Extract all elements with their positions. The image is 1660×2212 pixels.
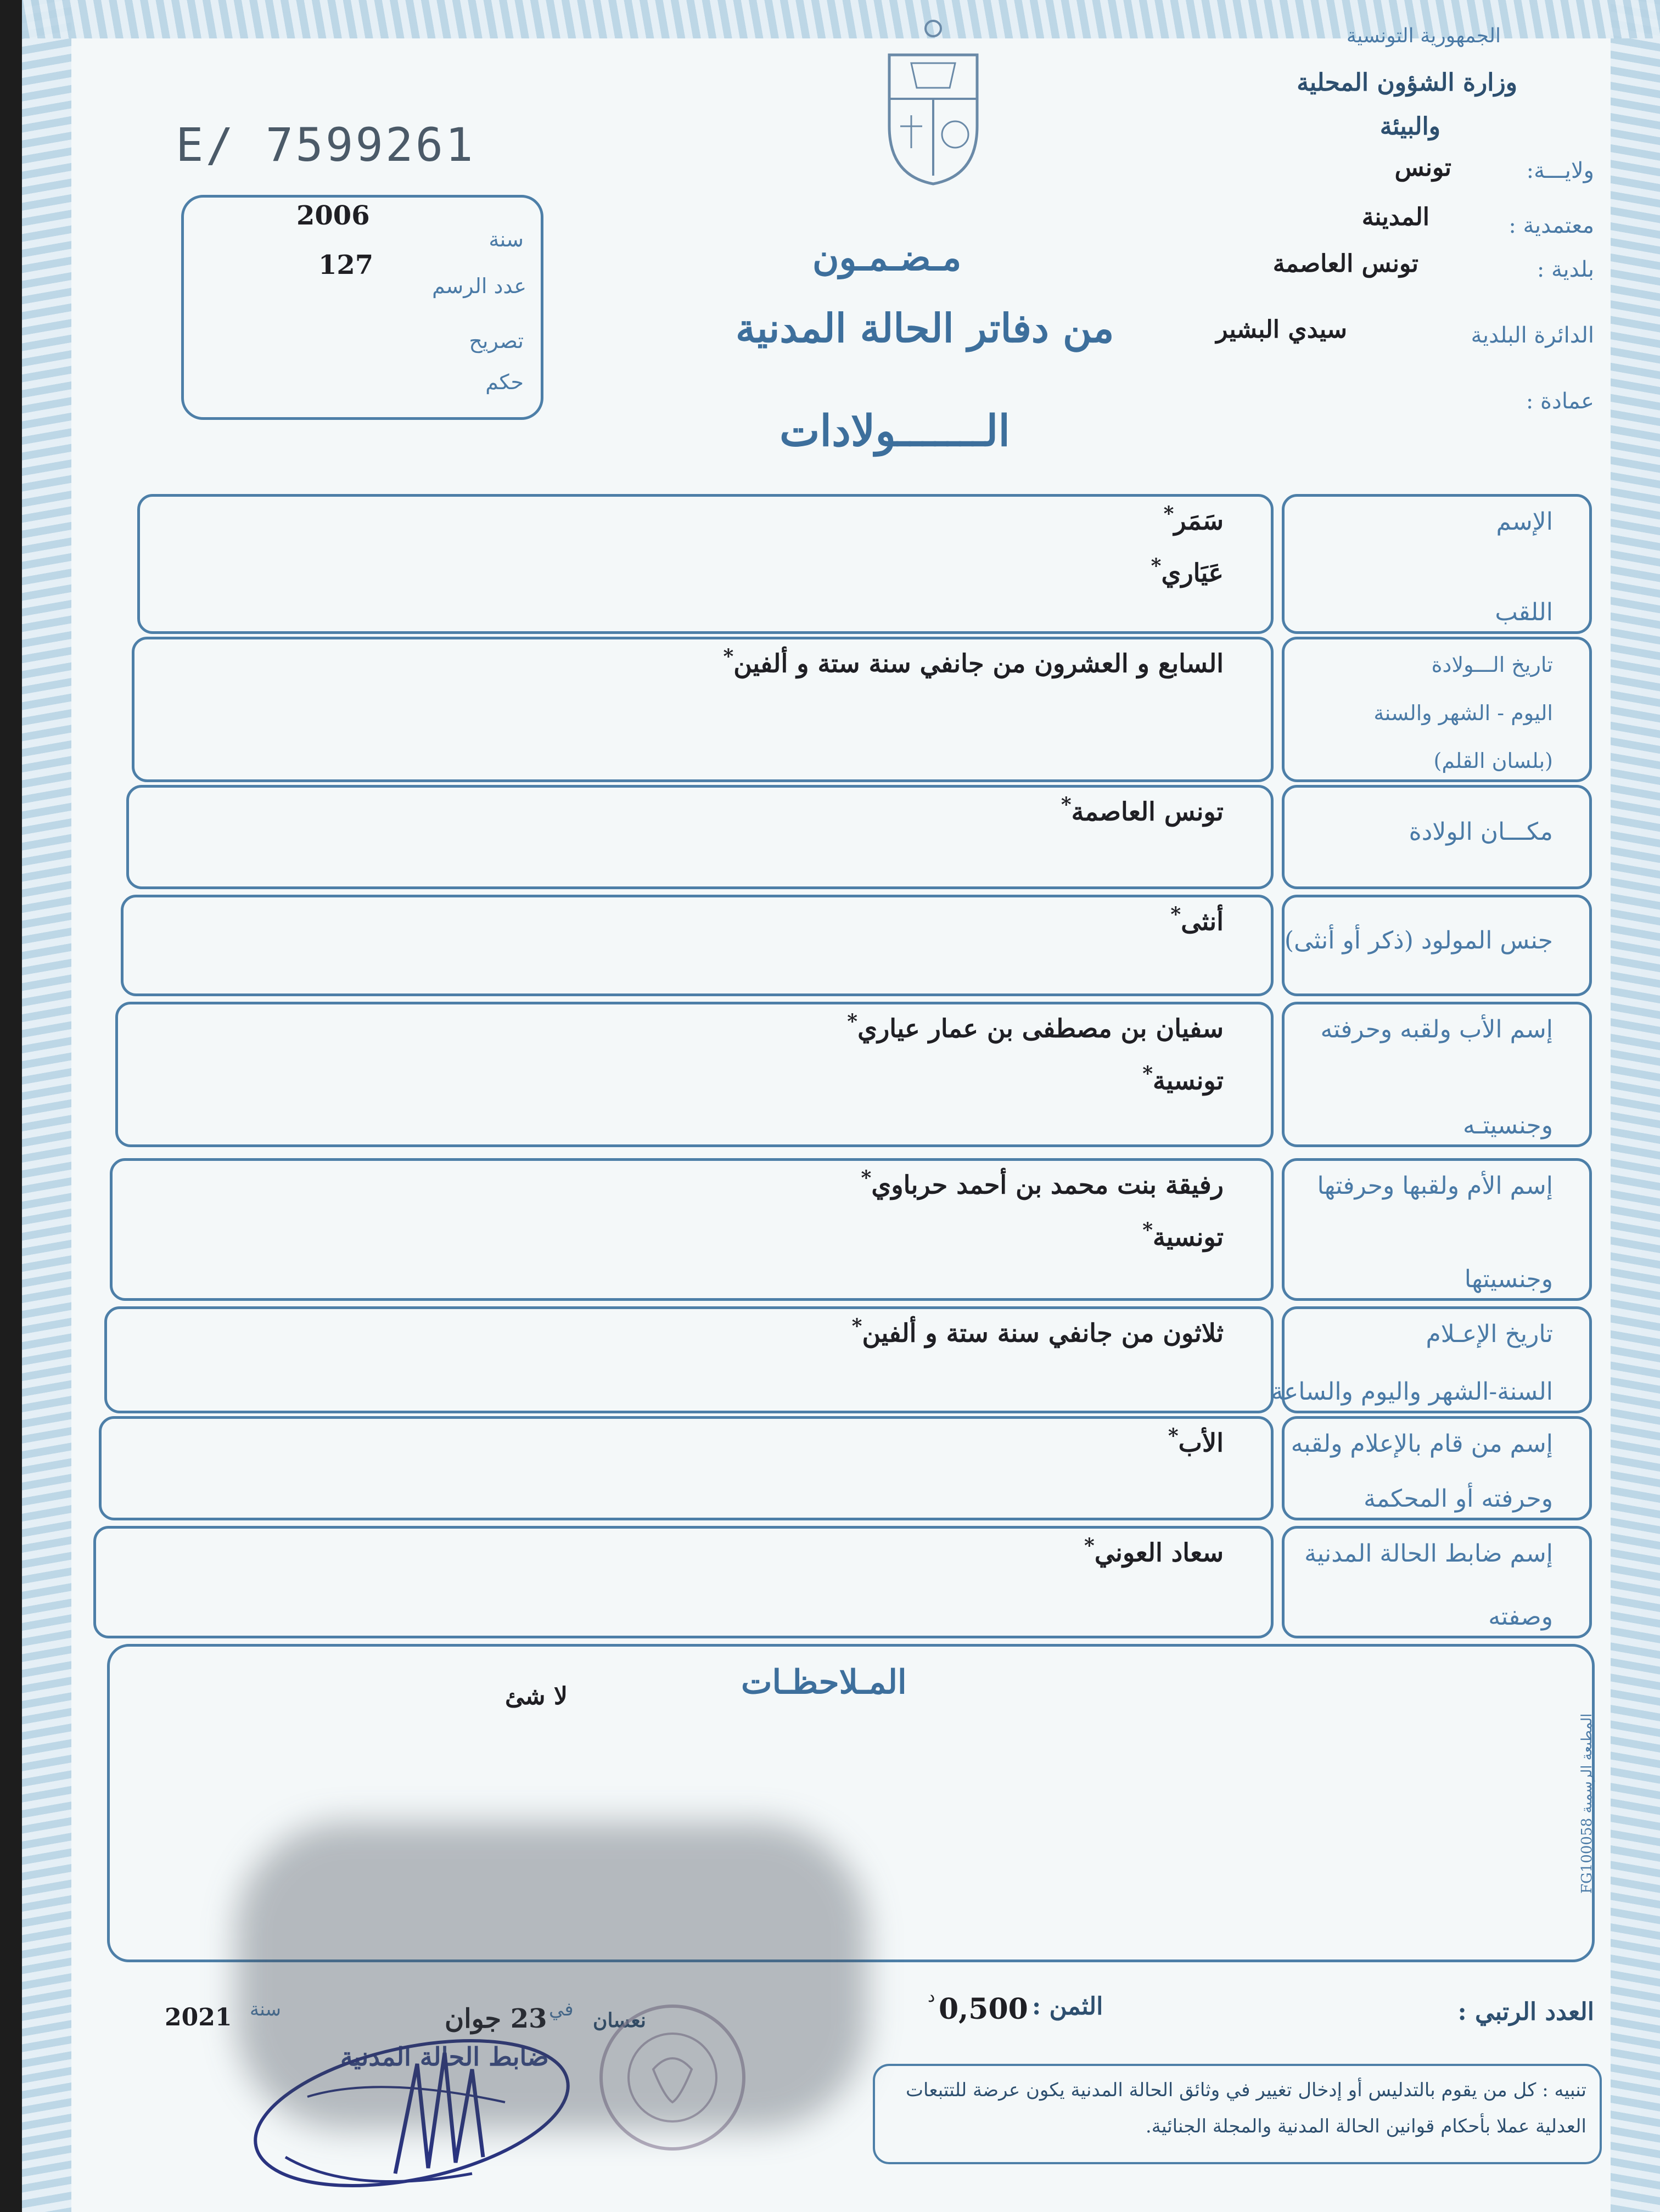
asterisk-mark: * (1168, 1424, 1179, 1447)
motamadia-label: معتمدية : (1508, 213, 1594, 238)
row-value-box (137, 494, 1274, 634)
asterisk-mark: * (1142, 1219, 1153, 1242)
daira-value: سيدي البشير (1216, 316, 1347, 344)
price-unit: د (928, 1987, 935, 2006)
issue-place: نعسان (593, 2009, 646, 2032)
section-title: الـــــــولادات (779, 406, 1011, 456)
asterisk-mark: * (1170, 903, 1181, 926)
ministry-line2: والبيئة (1379, 113, 1440, 141)
wilaya-label: ولايـــة: (1526, 158, 1594, 183)
row-value-text: تونسية (1153, 1222, 1224, 1252)
issue-year: 2021 (165, 2003, 232, 2031)
asterisk-mark: * (723, 645, 734, 668)
asterisk-mark: * (1163, 502, 1174, 525)
issue-year-label: سنة (250, 1998, 281, 2020)
registry-judgment-label: حكم (485, 370, 524, 394)
issue-date: 23 جوان (445, 2003, 547, 2034)
row-value (1084, 1534, 1224, 1567)
row-label: اللقب (1495, 598, 1553, 626)
row-value-text: عَيَاري (1161, 558, 1224, 588)
row-label: إسم الأم ولقبها وحرفتها (1317, 1172, 1553, 1200)
row-value (1151, 554, 1224, 587)
row-label: مكـــان الولادة (1409, 818, 1553, 846)
daira-label: الدائرة البلدية (1471, 323, 1594, 348)
row-label: إسم الأب ولقبه وحرفته (1320, 1015, 1553, 1043)
row-value-text: السابع و العشرون من جانفي سنة ستة و ألفين (733, 648, 1224, 678)
warning-text: تنبيه : كل من يقوم بالتدليس أو إدخال تغيير في وثائق الحالة المدنية يكون عرضة للتتبعات العدلية عملا بأحكام قوانين الحالة المدنية والمجلة الجنائية. (906, 2079, 1586, 2137)
row-value (847, 1010, 1224, 1043)
printer-mark: المطبعة الرسمية FG100058 (1579, 1713, 1595, 1894)
republic-label: الجمهورية التونسية (1346, 25, 1501, 47)
registry-declaration-label: تصريح (469, 329, 524, 353)
row-value (1164, 502, 1224, 535)
title-line1: مـضـمـون (812, 236, 962, 279)
asterisk-mark: * (851, 1315, 862, 1338)
row-value-box (99, 1416, 1274, 1520)
row-label: (بلسان القلم) (1433, 749, 1553, 773)
row-value (861, 1166, 1224, 1199)
row-value (852, 1315, 1224, 1348)
title-line2: من دفاتر الحالة المدنية (736, 305, 1114, 351)
registry-year-value: 2006 (296, 200, 370, 231)
asterisk-mark: * (847, 1010, 858, 1033)
motamadia-value: المدينة (1361, 203, 1429, 231)
row-value-text: الأب (1178, 1428, 1224, 1458)
row-label: وجنسيتها (1464, 1265, 1553, 1293)
row-value (1168, 1424, 1224, 1457)
row-value (1142, 1219, 1224, 1251)
row-value-text: تونسية (1153, 1065, 1224, 1096)
row-label: وحرفته أو المحكمة (1364, 1485, 1553, 1513)
row-label: وجنسيتـه (1462, 1111, 1553, 1139)
guilloche-border-right (1611, 0, 1660, 2212)
row-value (1142, 1062, 1224, 1095)
date-prefix: في (549, 1998, 574, 2020)
order-number-label: العدد الرتبي : (1457, 1998, 1594, 2026)
row-label: الإسم (1496, 508, 1553, 536)
registry-number-label: عدد الرسم (432, 274, 526, 298)
price-label: الثمن : (1032, 1992, 1103, 2020)
remarks-value: لا شئ (505, 1682, 568, 1710)
row-value-text: سفيان بن مصطفى بن عمار عياري (857, 1013, 1224, 1043)
row-label: تاريخ الـــولادة (1431, 653, 1553, 677)
row-label: إسم ضابط الحالة المدنية (1304, 1540, 1553, 1568)
row-value-text: سعاد العوني (1094, 1537, 1224, 1568)
row-label: وصفته (1488, 1603, 1553, 1631)
row-value-text: رفيقة بنت محمد بن أحمد حرباوي (871, 1170, 1224, 1200)
row-value (723, 645, 1224, 678)
row-label: إسم من قام بالإعلام ولقبه (1291, 1430, 1553, 1458)
row-value (1170, 903, 1224, 936)
row-label: اليوم - الشهر والسنة (1373, 700, 1553, 725)
omada-label: عمادة : (1526, 389, 1594, 414)
row-label: جنس المولود (ذكر أو أنثى) (1284, 926, 1553, 955)
baladia-label: بلدية : (1536, 257, 1594, 282)
wilaya-value: تونس (1394, 154, 1451, 182)
price-value: 0,500 (939, 1992, 1028, 2026)
row-value-text: أنثى (1181, 906, 1224, 936)
asterisk-mark: * (1084, 1534, 1095, 1557)
row-value-text: ثلاثون من جانفي سنة ستة و ألفين (862, 1318, 1224, 1348)
scan-edge (0, 0, 22, 2212)
remarks-label: المـلاحظـات (741, 1663, 907, 1702)
asterisk-mark: * (1061, 793, 1072, 816)
registry-number-value: 127 (318, 250, 374, 280)
scan-shadow (236, 1822, 867, 2130)
row-value-text: تونس العاصمة (1071, 796, 1224, 827)
registry-year-label: سنة (489, 227, 524, 251)
serial-number: E/ 7599261 (176, 118, 475, 172)
tunisia-coat-of-arms-icon (873, 16, 994, 187)
asterisk-mark: * (1142, 1062, 1153, 1085)
row-value (1061, 793, 1224, 826)
guilloche-border-left (22, 0, 71, 2212)
asterisk-mark: * (861, 1166, 872, 1189)
row-value-text: سَمَر (1174, 506, 1224, 536)
row-label: السنة-الشهر واليوم والساعة (1271, 1378, 1553, 1406)
row-value-box (121, 895, 1274, 996)
asterisk-mark: * (1151, 554, 1162, 577)
row-label: تاريخ الإعـلام (1426, 1320, 1553, 1348)
ministry-line1: وزارة الشؤون المحلية (1297, 69, 1517, 97)
baladia-value: تونس العاصمة (1272, 250, 1418, 278)
signature-title: ضابط الحالة المدنية (340, 2042, 549, 2071)
